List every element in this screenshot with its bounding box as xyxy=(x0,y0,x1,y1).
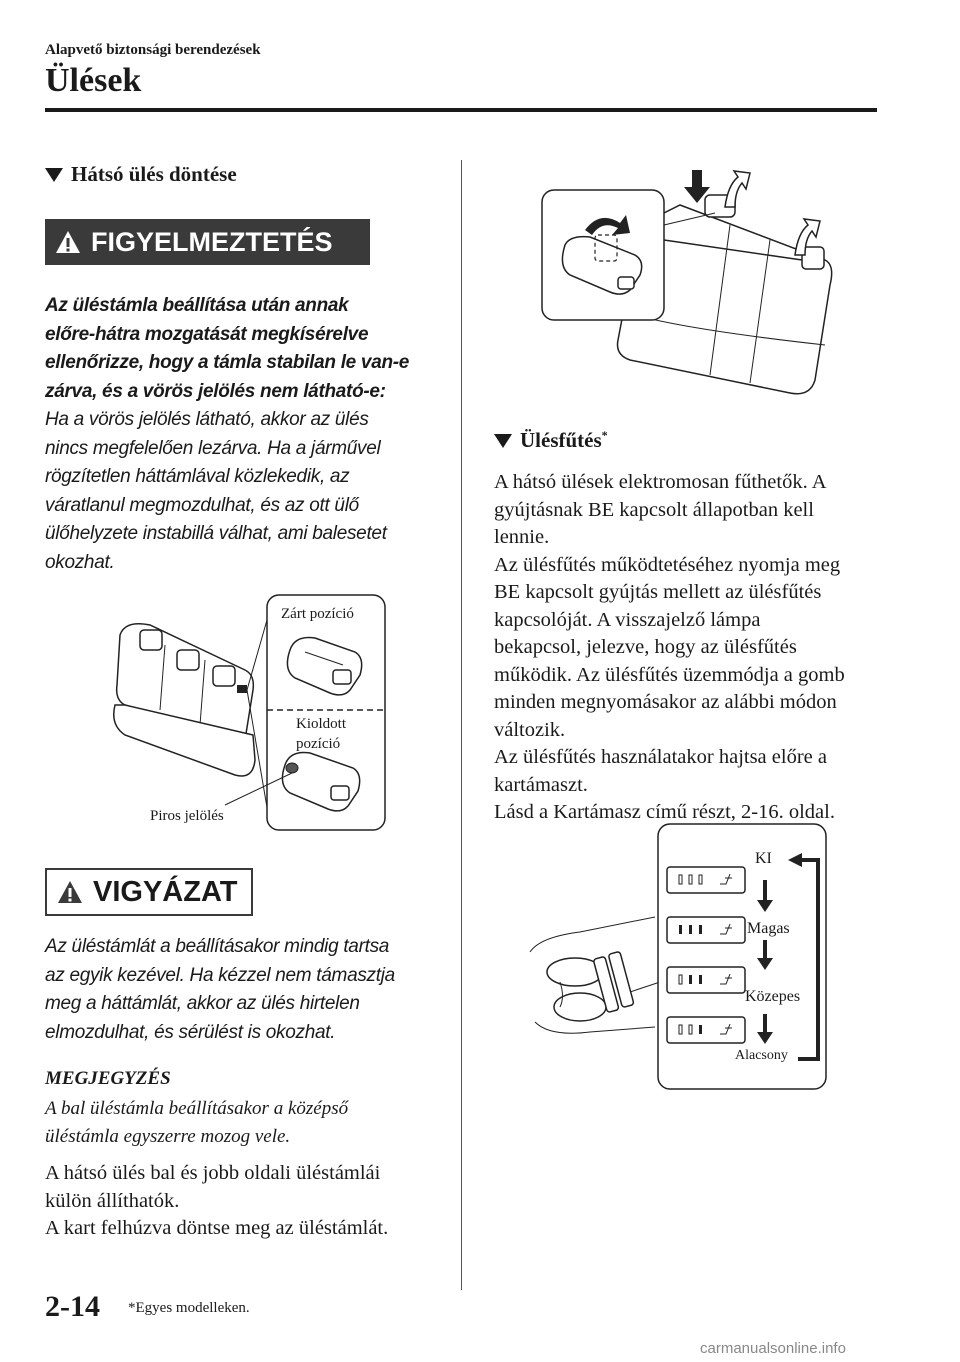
body-line: minden megnyomásakor az alábbi módon xyxy=(494,691,837,713)
caution-line: meg a háttámlát, akkor az ülés hirtelen xyxy=(45,993,360,1014)
triangle-bullet-icon xyxy=(45,168,63,182)
switch-high-icon xyxy=(667,917,745,943)
watermark: carmanualsonline.info xyxy=(700,1340,846,1357)
column-divider xyxy=(461,160,462,1290)
switch-off-icon xyxy=(667,867,745,893)
label-red-mark: Piros jelölés xyxy=(150,808,224,824)
seatback-fold-figure xyxy=(540,165,840,410)
section-heading-rear-seat xyxy=(45,162,237,187)
left-body-text xyxy=(45,1160,455,1243)
warning-line: okozhat. xyxy=(45,551,115,573)
switch-low-icon xyxy=(667,1017,745,1043)
note-line: üléstámla egyszerre mozog vele. xyxy=(45,1125,291,1147)
caution-line: elmozdulhat, és sérülést is okozhat. xyxy=(45,1021,336,1043)
switch-medium-icon xyxy=(667,967,745,993)
triangle-bullet-icon xyxy=(494,434,512,448)
footnote: *Egyes modelleken. xyxy=(128,1300,250,1316)
section-title: Ülésfűtés xyxy=(520,428,602,452)
body-line: Az ülésfűtés működtetéséhez nyomja meg xyxy=(494,553,841,576)
label-off: KI xyxy=(755,850,772,867)
section-title: Hátsó ülés döntése xyxy=(71,162,237,186)
warning-line: váratlanul megmozdulhat, és az ott ülő xyxy=(45,494,359,516)
caution-line: az egyik kezével. Ha kézzel nem támasztja xyxy=(45,964,395,986)
warning-line: rögzítetlen háttámlával közlekedik, az xyxy=(45,466,350,487)
label-released-position-2: pozíció xyxy=(296,736,341,752)
header-rule xyxy=(45,108,877,112)
body-line: BE kapcsolt gyújtás mellett az ülésfűtés xyxy=(494,581,822,603)
body-line: Lásd a Kartámasz című részt, 2-16. oldal. xyxy=(494,801,835,823)
warning-text xyxy=(45,292,455,577)
warning-bold-line: Az üléstámla beállítása után annak xyxy=(45,295,349,316)
body-line: lennie. xyxy=(494,526,550,548)
body-line: kapcsolóját. A visszajelző lámpa xyxy=(494,608,761,631)
body-line: működik. Az ülésfűtés üzemmódja a gomb xyxy=(494,663,845,686)
label-locked-position: Zárt pozíció xyxy=(281,606,354,622)
body-line: változik. xyxy=(494,718,566,741)
caution-text xyxy=(45,933,455,1047)
breadcrumb: Alapvető biztonsági berendezések xyxy=(45,42,261,58)
seat-heater-modes-figure xyxy=(520,822,830,1092)
body-line: külön állíthatók. xyxy=(45,1189,180,1212)
right-body-text xyxy=(494,469,894,827)
warning-bold-line: ellenőrizze, hogy a támla stabilan le van-e xyxy=(45,352,410,373)
seatback-fold-illustration xyxy=(540,165,840,410)
note-heading: MEGJEGYZÉS xyxy=(45,1068,171,1089)
page-title: Ülések xyxy=(45,62,142,99)
warning-banner xyxy=(45,219,370,265)
rear-seat-illustration xyxy=(95,590,395,835)
caution-line: Az üléstámlát a beállításakor mindig tartsa xyxy=(45,936,390,957)
body-line: Az ülésfűtés használatakor hajtsa előre a xyxy=(494,746,827,768)
caution-triangle-icon xyxy=(57,880,83,904)
warning-triangle-icon xyxy=(55,230,81,254)
body-line: A hátsó ülés bal és jobb oldali üléstámlái xyxy=(45,1162,381,1184)
caution-label: VIGYÁZAT xyxy=(93,875,238,908)
warning-line: ülőhelyzete instabillá válhat, ami balesetet xyxy=(45,523,387,544)
body-line: gyújtásnak BE kapcsolt állapotban kell xyxy=(494,498,814,521)
note-text xyxy=(45,1095,455,1150)
section-heading-seat-heater xyxy=(494,428,608,453)
label-released-position-1: Kioldott xyxy=(296,716,347,732)
note-line: A bal üléstámla beállításakor a középső xyxy=(45,1098,349,1119)
body-line: kartámaszt. xyxy=(494,773,588,796)
optional-equipment-mark: * xyxy=(601,428,608,442)
warning-label: FIGYELMEZTETÉS xyxy=(91,226,333,257)
label-high: Magas xyxy=(747,920,790,937)
body-line: A kart felhúzva döntse meg az üléstámlát. xyxy=(45,1217,389,1239)
caution-banner xyxy=(45,868,253,916)
label-low: Alacsony xyxy=(735,1048,788,1063)
warning-line: nincs megfelelően lezárva. Ha a járművel xyxy=(45,437,381,459)
body-line: A hátsó ülések elektromosan fűthetők. A xyxy=(494,471,827,493)
warning-bold-line: előre-hátra mozgatását megkísérelve xyxy=(45,323,369,345)
label-medium: Közepes xyxy=(745,988,801,1005)
body-line: bekapcsol, jelezve, hogy az ülésfűtés xyxy=(494,636,797,658)
page-number: 2-14 xyxy=(45,1290,100,1323)
rear-seat-lock-figure xyxy=(95,590,395,835)
warning-line: Ha a vörös jelölés látható, akkor az ülés xyxy=(45,409,369,430)
warning-bold-line: zárva, és a vörös jelölés nem látható-e: xyxy=(45,380,386,402)
